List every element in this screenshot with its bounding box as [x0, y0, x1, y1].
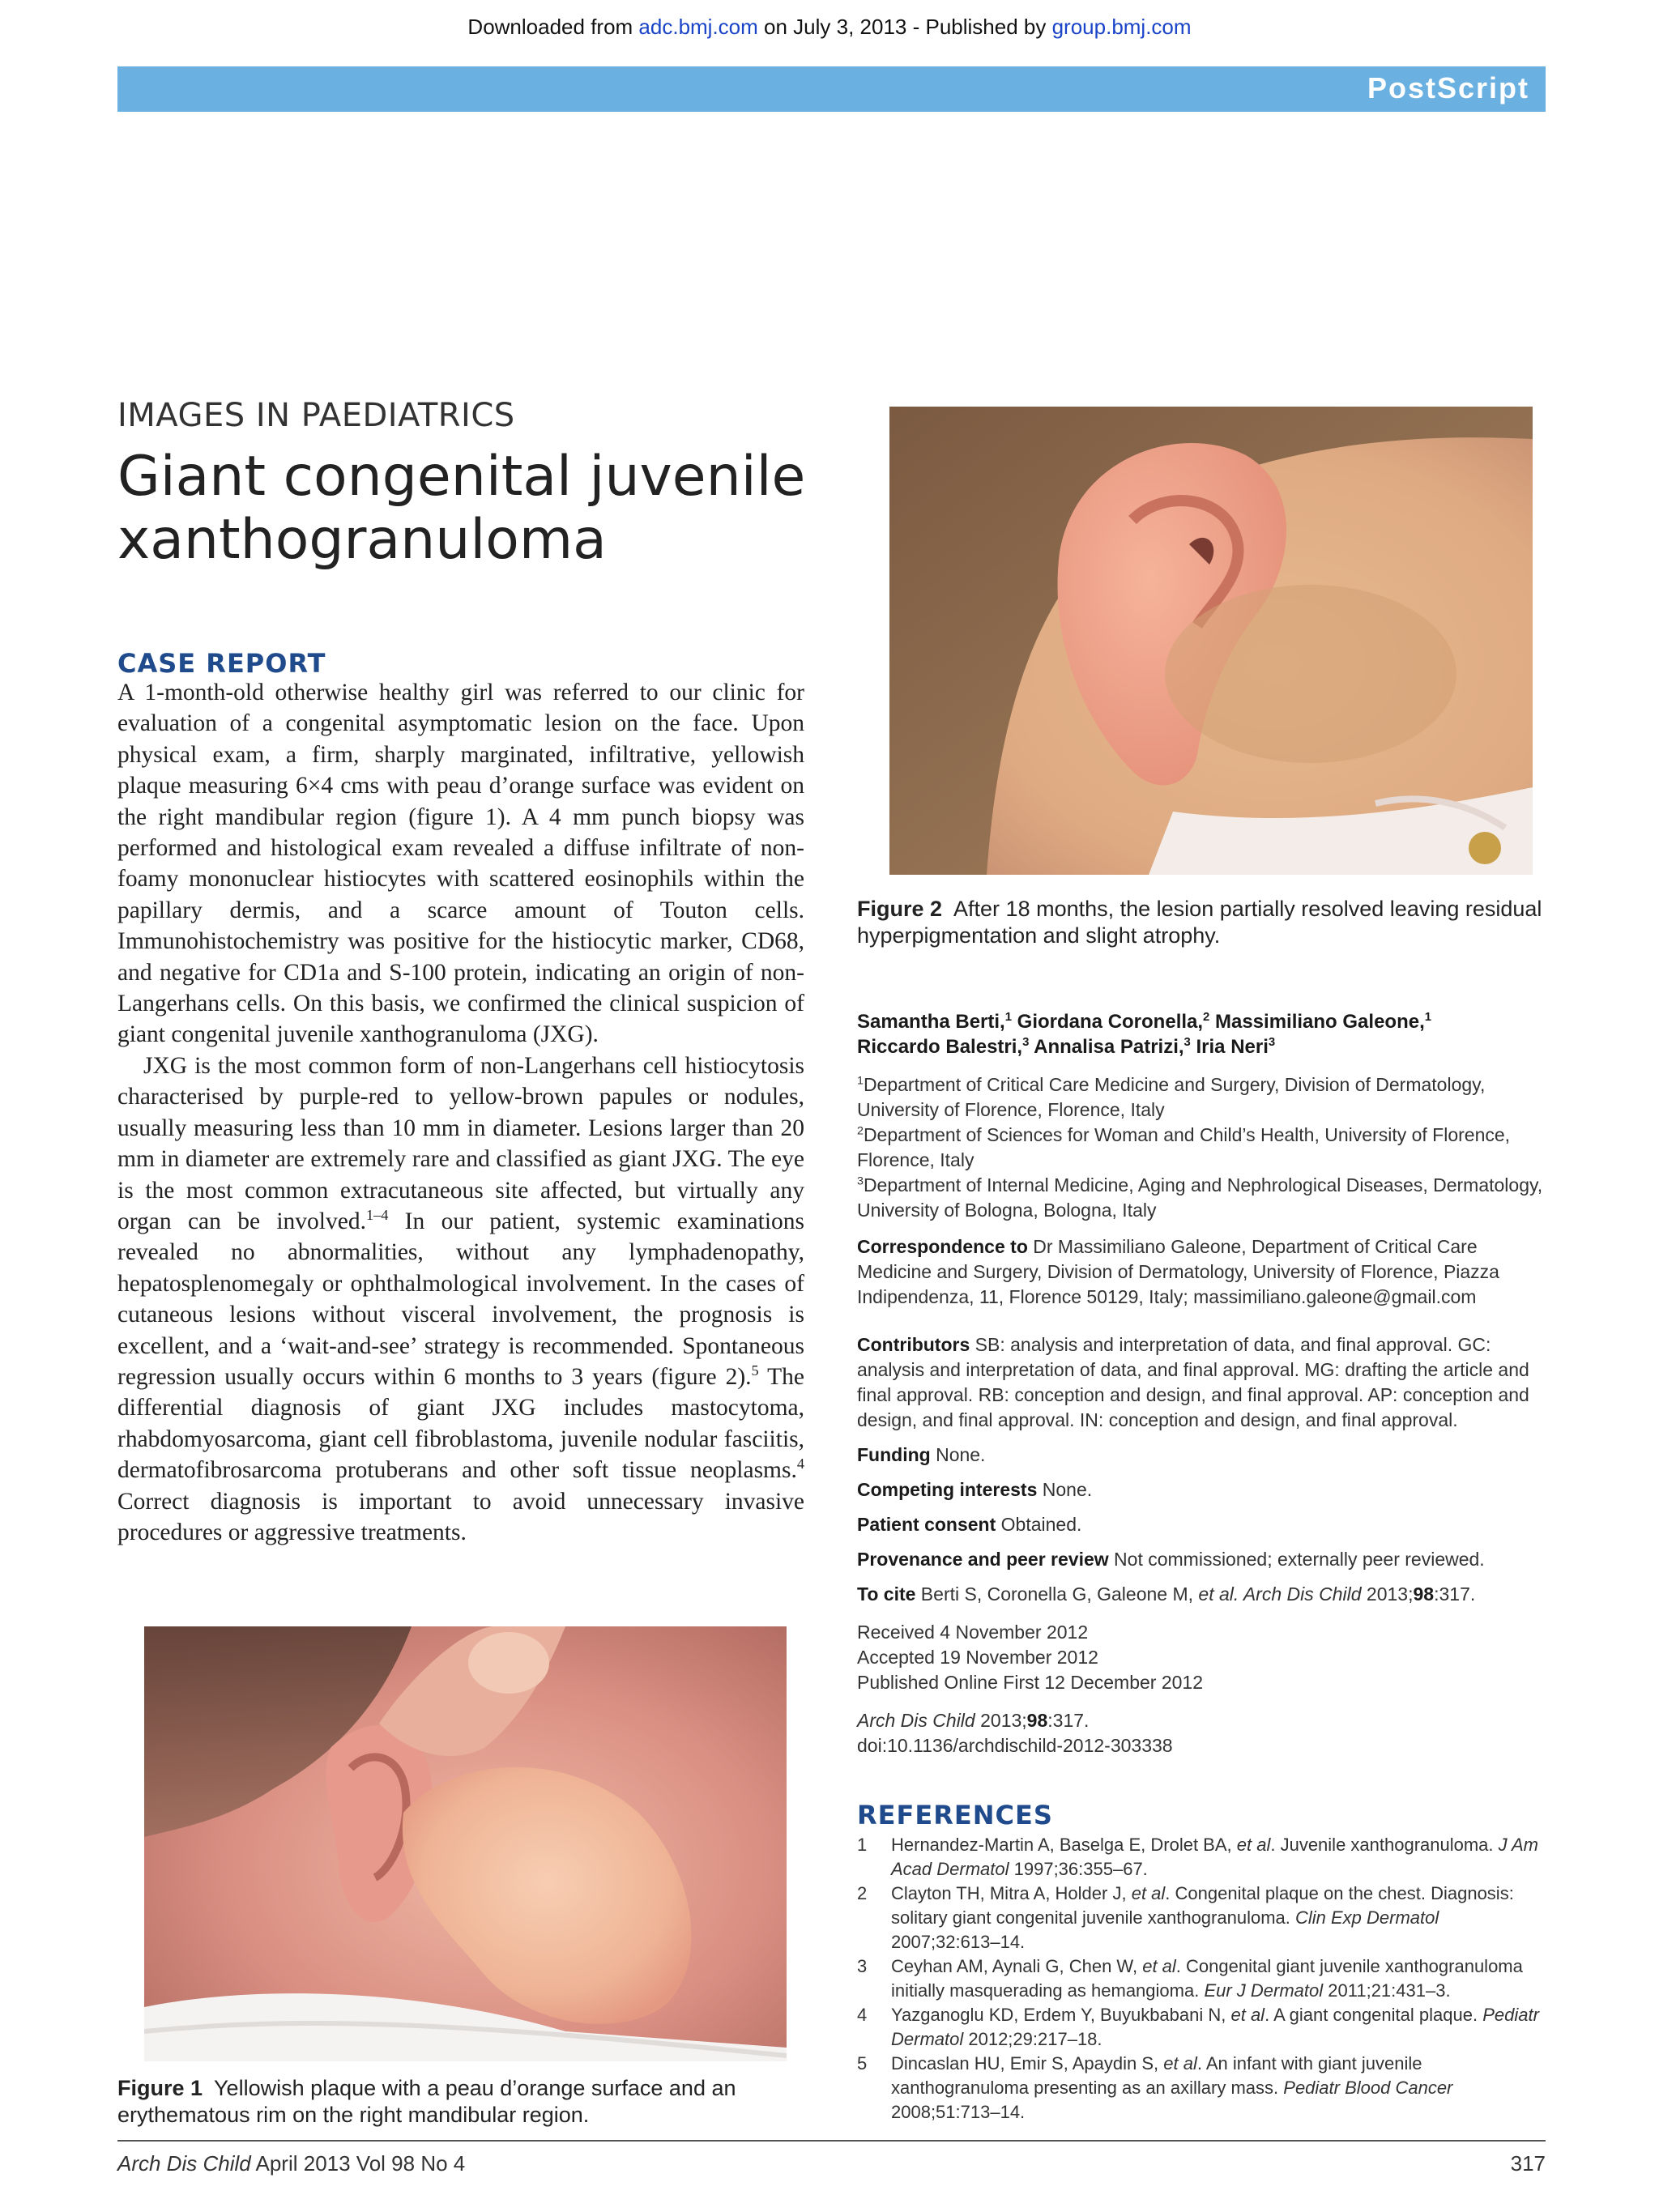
- author-name: Samantha Berti,: [857, 1011, 1005, 1033]
- footer-journal: [117, 2151, 465, 2176]
- published-date: Published Online First 12 December 2012: [857, 1672, 1204, 1693]
- citation-vol: 98: [1026, 1710, 1048, 1731]
- para2-d: Correct diagnosis is important to avoid unnecessary invasive procedures or aggressive treatments.: [117, 1488, 804, 1545]
- affiliation-sup: 3: [857, 1174, 864, 1188]
- author-name: Iria Neri: [1190, 1036, 1269, 1058]
- competing-text: None.: [1037, 1479, 1093, 1500]
- reference-authors: Yazganoglu KD, Erdem Y, Buyukbabani N,: [891, 2005, 1231, 2025]
- reference-details: 2012;29:217–18.: [963, 2029, 1102, 2049]
- figure-2-caption: [857, 896, 1546, 949]
- affiliation: [857, 1072, 1546, 1123]
- reference-etal: et al: [1163, 2053, 1197, 2073]
- affiliation-sup: 2: [857, 1124, 864, 1138]
- figure-1-label: Figure 1: [117, 2076, 203, 2100]
- correspondence-text: Dr Massimiliano Galeone, Department of Critical Care Medicine and Surgery, Division of Dermatology, University of Florence, Piazza Indipendenza, 11, Florence 50129, Italy; massimiliano.galeone@gmail.com: [857, 1236, 1499, 1307]
- reference-number: 3: [857, 1956, 868, 1976]
- provenance-text: Not commissioned; externally peer reviewed.: [1108, 1549, 1485, 1570]
- reference-item: [857, 1833, 1546, 1882]
- reference-authors: Hernandez-Martin A, Baselga E, Drolet BA,: [891, 1835, 1237, 1855]
- consent-text: Obtained.: [996, 1514, 1082, 1535]
- received-date: Received 4 November 2012: [857, 1622, 1089, 1643]
- cite-5: 5: [751, 1362, 759, 1379]
- article-title: Giant congenital juvenile xanthogranuloma: [117, 445, 806, 572]
- reference-journal: Pediatr Blood Cancer: [1283, 2078, 1453, 2098]
- figure-2-image: [889, 407, 1533, 875]
- download-notice: [0, 15, 1659, 40]
- reference-title: . An infant with giant juvenile xanthogranuloma presenting as an axillary mass.: [891, 2053, 1422, 2098]
- competing-interests: [857, 1477, 1546, 1502]
- article-dates: [857, 1620, 1546, 1695]
- to-cite-journal: . Arch Dis Child: [1233, 1583, 1362, 1605]
- reference-journal: J Am Acad Dermatol: [891, 1835, 1538, 1879]
- article-kicker: IMAGES IN PAEDIATRICS: [117, 397, 515, 434]
- doi[interactable]: doi:10.1136/archdischild-2012-303338: [857, 1735, 1173, 1756]
- reference-authors: Clayton TH, Mitra A, Holder J,: [891, 1883, 1132, 1903]
- reference-item: [857, 1954, 1546, 2003]
- reference-journal: Eur J Dermatol: [1204, 1980, 1324, 2001]
- figure-1-caption-text: Yellowish plaque with a peau d’orange surface and an erythematous rim on the right mandibular region.: [117, 2076, 736, 2127]
- reference-details: 2008;51:713–14.: [891, 2102, 1026, 2122]
- reference-details: 2011;21:431–3.: [1323, 1980, 1451, 2001]
- cite-1-4: 1–4: [365, 1207, 389, 1224]
- correspondence: [857, 1234, 1546, 1310]
- reference-number: 2: [857, 1883, 868, 1903]
- competing-label: Competing interests: [857, 1479, 1038, 1500]
- para2-b: In our patient, systemic examinations revealed no abnormalities, without any lymphadenopathy, hepatosplenomegaly or ophthalmological involvement. In the cases of cutaneous lesions without visceral involvement, the prognosis is excellent, and a ‘wait-and-see’ strategy is recommended. Spontaneous regression usually occurs within 6 months to 3 years (figure 2).: [117, 1208, 804, 1390]
- banner-label: PostScript: [1367, 71, 1529, 104]
- para2-a: JXG is the most common form of non-Langerhans cell histiocytosis characterised by purple-red to yellow-brown papules or nodules, usually measuring less than 10 mm in diameter. Lesions larger than 20 mm in diameter are extremely rare and classified as giant JXG. The eye is the most common extracutaneous site affected, but virtually any organ can be involved.: [117, 1052, 804, 1234]
- download-prefix: Downloaded from: [467, 15, 639, 39]
- funding: [857, 1443, 1546, 1468]
- contributors-label: Contributors: [857, 1334, 970, 1355]
- reference-authors: Dincaslan HU, Emir S, Apaydin S,: [891, 2053, 1164, 2073]
- citation-journal: Arch Dis Child: [857, 1710, 975, 1731]
- reference-etal: et al: [1142, 1956, 1176, 1976]
- author-name: Annalisa Patrizi,: [1029, 1036, 1184, 1058]
- section-banner: [117, 66, 1546, 112]
- provenance-label: Provenance and peer review: [857, 1549, 1109, 1570]
- reference-title: . Congenital plaque on the chest. Diagnosis: solitary giant congenital juvenile xanthogranuloma.: [891, 1883, 1514, 1928]
- figure-2-photo-illustration: [889, 407, 1533, 875]
- reference-item: [857, 2052, 1546, 2125]
- provenance: [857, 1547, 1546, 1572]
- author-sup: 3: [1268, 1036, 1276, 1049]
- para2-c: The differential diagnosis of giant JXG includes mastocytoma, rhabdomyosarcoma, giant cell fibroblastoma, juvenile nodular fasciitis, dermatofibrosarcoma protuberans and other soft tissue neoplasms.: [117, 1363, 804, 1484]
- author-block: [857, 1009, 1546, 1758]
- funding-label: Funding: [857, 1444, 931, 1465]
- figure-1-image: [144, 1626, 787, 2061]
- reference-item: [857, 1882, 1546, 1954]
- affiliation-list: [857, 1072, 1546, 1223]
- reference-authors: Ceyhan AM, Aynali G, Chen W,: [891, 1956, 1143, 1976]
- author-name: Riccardo Balestri,: [857, 1036, 1023, 1058]
- to-cite-vol: 98: [1413, 1583, 1435, 1605]
- group-link[interactable]: group.bmj.com: [1051, 15, 1192, 39]
- author-sup: 2: [1203, 1011, 1210, 1024]
- reference-number: 4: [857, 2005, 868, 2025]
- reference-title: . Congenital giant juvenile xanthogranuloma initially masquerading as hemangioma.: [891, 1956, 1523, 2001]
- footer-journal-name: Arch Dis Child: [117, 2151, 251, 2176]
- download-middle: on July 3, 2013 - Published by: [757, 15, 1052, 39]
- reference-etal: et al: [1236, 1835, 1271, 1855]
- reference-number: 5: [857, 2053, 868, 2073]
- affiliation-text: Department of Internal Medicine, Aging and Nephrological Diseases, Dermatology, University of Bologna, Bologna, Italy: [857, 1174, 1543, 1221]
- funding-text: None.: [930, 1444, 986, 1465]
- reference-etal: et al: [1230, 2005, 1265, 2025]
- contributors: [857, 1332, 1546, 1433]
- figure-1-caption: [117, 2075, 814, 2129]
- reference-journal: Clin Exp Dermatol: [1294, 1907, 1439, 1928]
- citation-pages: :317.: [1047, 1710, 1090, 1731]
- reference-journal: Pediatr Dermatol: [891, 2005, 1539, 2049]
- affiliation-text: Department of Critical Care Medicine and Surgery, Division of Dermatology, University of Florence, Florence, Italy: [857, 1074, 1486, 1120]
- footer-issue: April 2013 Vol 98 No 4: [250, 2151, 466, 2176]
- reference-list: [857, 1833, 1546, 2125]
- patient-consent: [857, 1512, 1546, 1537]
- author-name: Massimiliano Galeone,: [1209, 1011, 1425, 1033]
- reference-details: 2007;32:613–14.: [891, 1932, 1026, 1952]
- reference-details: 1997;36:355–67.: [1009, 1859, 1148, 1879]
- author-name: Giordana Coronella,: [1012, 1011, 1204, 1033]
- paragraph-1: A 1-month-old otherwise healthy girl was referred to our clinic for evaluation of a congenital asymptomatic lesion on the face. Upon physical exam, a firm, sharply marginated, infiltrative, yellowish plaque measuring 6×4 cms with peau d’orange surface was evident on the right mandibular region (figure 1). A 4 mm punch biopsy was performed and histological exam revealed a diffuse infiltrate of non-foamy mononuclear histiocytes with scattered eosinophils within the papillary dermis, and a scarce amount of Touton cells. Immunohistochemistry was positive for the histiocytic marker, CD68, and negative for CD1a and S-100 protein, indicating an origin of non-Langerhans cells. On this basis, we confirmed the clinical suspicion of giant congenital juvenile xanthogranuloma (JXG).: [117, 680, 804, 1048]
- case-report-heading: CASE REPORT: [117, 648, 326, 679]
- affiliation-sup: 1: [857, 1074, 864, 1088]
- figure-1-photo-illustration: [144, 1626, 787, 2061]
- author-list: [857, 1009, 1546, 1059]
- author-sup: 1: [1424, 1011, 1432, 1024]
- to-cite: [857, 1582, 1546, 1607]
- affiliation: [857, 1173, 1546, 1223]
- accepted-date: Accepted 19 November 2012: [857, 1647, 1098, 1668]
- article-citation: [857, 1708, 1546, 1758]
- contributors-text: SB: analysis and interpretation of data, and final approval. GC: analysis and interpretation of data, and final approval. MG: drafting the article and final approval. RB: conception and design, and final approval. AP: conception and design, and final approval. IN: conception and design, and final approval.: [857, 1334, 1529, 1430]
- reference-item: [857, 2003, 1546, 2052]
- to-cite-year: 2013;: [1361, 1583, 1414, 1605]
- reference-title: . A giant congenital plaque.: [1265, 2005, 1483, 2025]
- author-sup: 1: [1004, 1011, 1012, 1024]
- author-sup: 3: [1022, 1036, 1030, 1049]
- reference-number: 1: [857, 1835, 868, 1855]
- article-body: [117, 677, 804, 1548]
- figure-2-caption-text: After 18 months, the lesion partially resolved leaving residual hyperpigmentation and slight atrophy.: [857, 897, 1542, 948]
- to-cite-label: To cite: [857, 1583, 916, 1605]
- author-sup: 3: [1183, 1036, 1191, 1049]
- cite-4: 4: [796, 1455, 804, 1473]
- consent-label: Patient consent: [857, 1514, 996, 1535]
- affiliation: [857, 1123, 1546, 1173]
- footer-page-number: 317: [1510, 2151, 1546, 2176]
- to-cite-etal: et al: [1198, 1583, 1234, 1605]
- citation-line: [857, 1708, 1546, 1733]
- reference-etal: et al: [1131, 1883, 1166, 1903]
- reference-title: . Juvenile xanthogranuloma.: [1270, 1835, 1499, 1855]
- references-heading: REFERENCES: [857, 1800, 1053, 1831]
- paragraph-2: [117, 1051, 804, 1549]
- figure-2-label: Figure 2: [857, 897, 943, 921]
- to-cite-text: Berti S, Coronella G, Galeone M,: [915, 1583, 1199, 1605]
- correspondence-label: Correspondence to: [857, 1236, 1028, 1257]
- citation-year: 2013;: [975, 1710, 1027, 1731]
- affiliation-text: Department of Sciences for Woman and Child’s Health, University of Florence, Florence, Italy: [857, 1124, 1511, 1170]
- site-link[interactable]: adc.bmj.com: [638, 15, 758, 39]
- to-cite-pages: :317.: [1434, 1583, 1476, 1605]
- footer-rule: [117, 2140, 1546, 2142]
